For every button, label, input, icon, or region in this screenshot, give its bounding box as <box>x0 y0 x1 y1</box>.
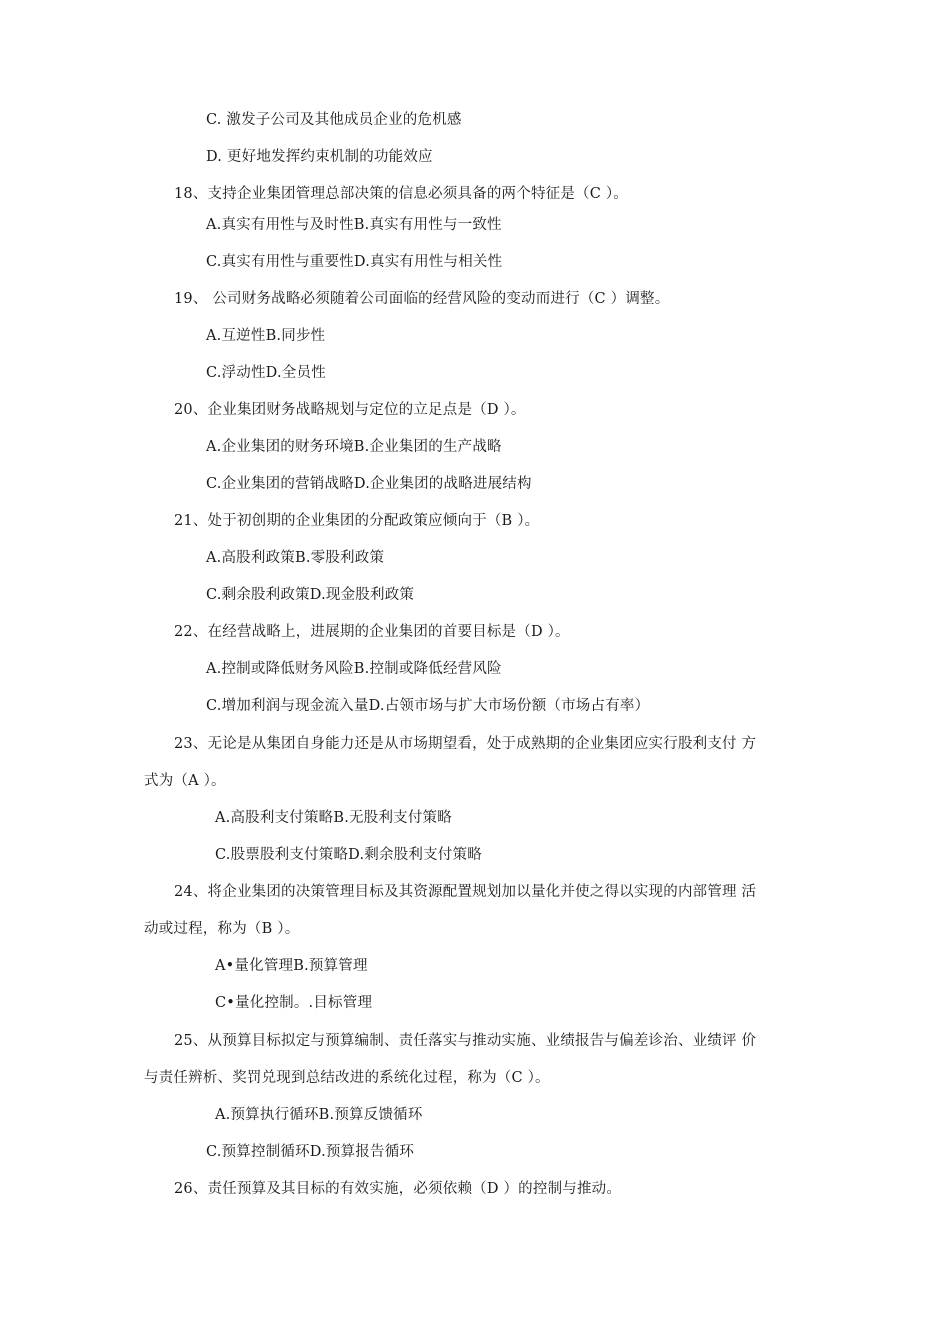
option-line: D. 更好地发挥约束机制的功能效应 <box>206 149 433 165</box>
question-continuation: 动或过程，称为（B ）。 <box>144 921 300 937</box>
option-line: A.高股利支付策略B.无股利支付策略 <box>215 810 452 826</box>
question-line: 19、 公司财务战略必须随着公司面临的经营风险的变动而进行（C ）调整。 <box>174 291 670 307</box>
option-line: C.增加利润与现金流入量D.占领市场与扩大市场份额（市场占有率） <box>206 698 650 714</box>
question-continuation: 式为（A ）。 <box>144 773 226 789</box>
question-line: 24、将企业集团的决策管理目标及其资源配置规划加以量化并使之得以实现的内部管理 活 <box>174 884 757 900</box>
question-line: 20、企业集团财务战略规划与定位的立足点是（D ）。 <box>174 402 526 418</box>
question-line: 22、在经营战略上，进展期的企业集团的首要目标是（D ）。 <box>174 624 570 640</box>
option-line: C.剩余股利政策D.现金股利政策 <box>206 587 415 603</box>
question-line: 26、责任预算及其目标的有效实施，必须依赖（D ）的控制与推动。 <box>174 1181 622 1197</box>
question-line: 21、处于初创期的企业集团的分配政策应倾向于（B ）。 <box>174 513 540 529</box>
option-line: A.企业集团的财务环境B.企业集团的生产战略 <box>206 439 502 455</box>
question-line: 18、支持企业集团管理总部决策的信息必须具备的两个特征是（C ）。 <box>174 186 629 202</box>
option-line: C.浮动性D.全员性 <box>206 365 326 381</box>
option-line: A.控制或降低财务风险B.控制或降低经营风险 <box>206 661 502 677</box>
option-line: C•量化控制。.目标管理 <box>215 995 373 1011</box>
option-line: C.股票股利支付策略D.剩余股利支付策略 <box>215 847 482 863</box>
option-line: C.真实有用性与重要性D.真实有用性与相关性 <box>206 254 503 270</box>
option-line: A•量化管理B.预算管理 <box>215 958 368 974</box>
question-line: 23、无论是从集团自身能力还是从市场期望看，处于成熟期的企业集团应实行股利支付 方 <box>174 736 757 752</box>
option-line: C.企业集团的营销战略D.企业集团的战略进展结构 <box>206 476 532 492</box>
option-line: A.真实有用性与及时性B.真实有用性与一致性 <box>206 217 502 233</box>
question-continuation: 与责任辨析、奖罚兑现到总结改进的系统化过程，称为（C ）。 <box>144 1070 550 1086</box>
option-line: C.预算控制循环D.预算报告循环 <box>206 1144 415 1160</box>
option-line: A.互逆性B.同步性 <box>206 328 326 344</box>
option-line: A.预算执行循环B.预算反馈循环 <box>215 1107 423 1123</box>
question-line: 25、从预算目标拟定与预算编制、责任落实与推动实施、业绩报告与偏差诊治、业绩评 价 <box>174 1033 757 1049</box>
option-line: C. 激发子公司及其他成员企业的危机感 <box>206 112 462 128</box>
option-line: A.高股利政策B.零股利政策 <box>206 550 385 566</box>
